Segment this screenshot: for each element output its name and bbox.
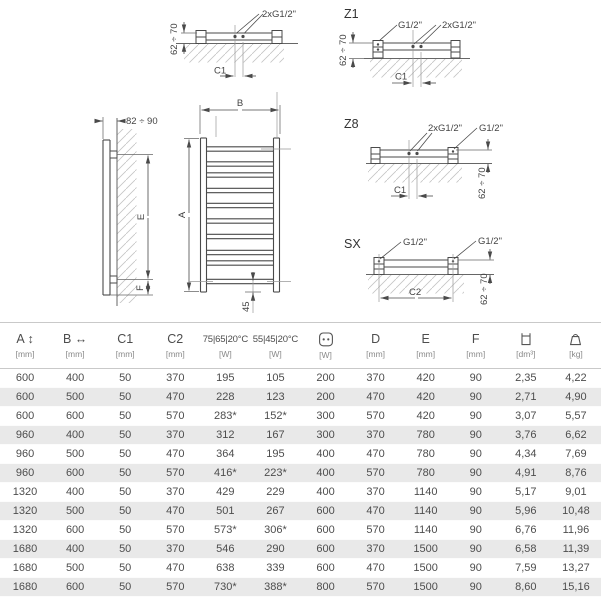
col-unit-water-volume: [dm³] bbox=[516, 349, 536, 359]
cell-e: 1500 bbox=[413, 581, 438, 593]
variant-title: SX bbox=[344, 237, 361, 251]
col-label-c2: C2 bbox=[167, 331, 184, 346]
col-label-a: A ↕ bbox=[16, 331, 34, 346]
col-unit-b: [mm] bbox=[65, 348, 85, 359]
col-unit-c1: [mm] bbox=[115, 348, 135, 359]
cell-power-75-65-20: 195 bbox=[216, 372, 235, 384]
cell-weight: 5,57 bbox=[565, 410, 587, 422]
cell-d: 570 bbox=[366, 524, 385, 536]
cell-power-electric: 200 bbox=[316, 372, 335, 384]
cell-power-electric: 400 bbox=[316, 486, 335, 498]
c1-dimension: C1 bbox=[394, 185, 407, 196]
cell-power-75-65-20: 312 bbox=[216, 429, 235, 441]
weight-icon-wrap bbox=[551, 332, 601, 346]
cell-c2: 370 bbox=[166, 543, 185, 555]
depth-dimension: 82 ÷ 90 bbox=[126, 116, 158, 127]
cell-power-75-65-20: 283* bbox=[214, 410, 237, 422]
col-header-power-75-65-20 bbox=[200, 323, 250, 369]
cell-c2: 370 bbox=[166, 372, 185, 384]
variant-title: Z8 bbox=[344, 117, 359, 131]
cell-power-55-45-20: 152* bbox=[264, 410, 287, 422]
col-header-power-55-45-20 bbox=[250, 323, 300, 369]
cell-f: 90 bbox=[469, 486, 482, 498]
cell-weight: 6,62 bbox=[565, 429, 587, 441]
cell-d: 570 bbox=[366, 410, 385, 422]
cell-power-75-65-20: 573* bbox=[214, 524, 237, 536]
col-unit-power-75-65-20: [W] bbox=[218, 348, 232, 359]
col-header-e bbox=[401, 323, 451, 369]
diagram-z1 bbox=[338, 7, 476, 87]
col-label-b: B ↔ bbox=[62, 331, 88, 346]
cell-water-volume: 2,35 bbox=[515, 372, 537, 384]
cell-power-55-45-20: 388* bbox=[264, 581, 287, 593]
radiator-body bbox=[201, 138, 280, 292]
cell-e: 1140 bbox=[413, 486, 438, 498]
cell-d: 470 bbox=[366, 505, 385, 517]
cell-a: 1320 bbox=[12, 524, 38, 536]
c1-dimension: C1 bbox=[214, 65, 227, 77]
spec-table bbox=[0, 322, 601, 597]
cell-power-55-45-20: 123 bbox=[266, 391, 285, 403]
cell-c1: 50 bbox=[119, 581, 132, 593]
cell-a: 600 bbox=[15, 372, 35, 384]
cell-c2: 570 bbox=[166, 524, 185, 536]
cell-b: 400 bbox=[65, 429, 85, 441]
cell-c2: 470 bbox=[166, 505, 185, 517]
cell-power-55-45-20: 229 bbox=[266, 486, 285, 498]
cell-weight: 7,69 bbox=[565, 448, 587, 460]
cell-e: 420 bbox=[416, 410, 435, 422]
cell-power-electric: 300 bbox=[316, 410, 335, 422]
cell-weight: 11,39 bbox=[562, 543, 590, 555]
cell-e: 1140 bbox=[413, 505, 438, 517]
col-header-weight bbox=[551, 323, 601, 369]
col-unit-e: [mm] bbox=[416, 348, 436, 359]
cell-b: 400 bbox=[65, 486, 85, 498]
cell-water-volume: 8,60 bbox=[515, 581, 537, 593]
cell-e: 780 bbox=[416, 467, 435, 479]
variant-title: Z1 bbox=[344, 7, 359, 21]
cell-d: 470 bbox=[366, 562, 385, 574]
cell-c2: 470 bbox=[166, 391, 185, 403]
table-row-12 bbox=[0, 578, 601, 597]
diagram-z8 bbox=[344, 117, 503, 199]
e-dimension: E bbox=[136, 213, 147, 221]
connection-label: G1/2" bbox=[403, 237, 427, 248]
cell-d: 570 bbox=[366, 581, 385, 593]
cell-weight: 13,27 bbox=[562, 562, 590, 574]
cell-c1: 50 bbox=[119, 372, 132, 384]
cell-power-75-65-20: 416* bbox=[214, 467, 237, 479]
cell-power-electric: 400 bbox=[316, 448, 335, 460]
cell-power-55-45-20: 306* bbox=[264, 524, 287, 536]
cell-d: 370 bbox=[366, 372, 385, 384]
cell-water-volume: 3,76 bbox=[515, 429, 537, 441]
cell-a: 1680 bbox=[12, 543, 38, 555]
cell-weight: 11,96 bbox=[562, 524, 590, 536]
col-unit-a: [mm] bbox=[15, 348, 35, 359]
cell-weight: 8,76 bbox=[565, 467, 587, 479]
connection-label: G1/2" bbox=[398, 20, 422, 31]
col-unit-power-55-45-20: [W] bbox=[269, 348, 282, 359]
cell-b: 400 bbox=[65, 543, 85, 555]
col-header-f bbox=[451, 323, 501, 369]
col-label-f: F bbox=[471, 331, 480, 346]
cell-b: 500 bbox=[65, 505, 85, 517]
cell-a: 600 bbox=[15, 410, 35, 422]
cell-weight: 4,22 bbox=[565, 372, 587, 384]
offset-dimension: 62 ÷ 70 bbox=[477, 167, 488, 199]
cell-b: 500 bbox=[65, 448, 85, 460]
col-unit-c2: [mm] bbox=[165, 348, 185, 359]
table-row-3 bbox=[0, 407, 601, 426]
electric-socket-icon bbox=[318, 332, 334, 347]
cell-power-75-65-20: 501 bbox=[216, 505, 235, 517]
connection-label: 2xG1/2" bbox=[262, 9, 297, 20]
cell-c2: 570 bbox=[166, 410, 185, 422]
cell-water-volume: 7,59 bbox=[515, 562, 537, 574]
cell-f: 90 bbox=[469, 562, 482, 574]
table-row-8 bbox=[0, 502, 601, 521]
offset-dimension: 62 ÷ 70 bbox=[479, 273, 490, 305]
cell-power-75-65-20: 429 bbox=[216, 486, 235, 498]
col-unit-weight: [kg] bbox=[569, 349, 583, 359]
diagram-side-view bbox=[95, 116, 158, 306]
cell-f: 90 bbox=[469, 543, 482, 555]
cell-e: 1500 bbox=[413, 543, 438, 555]
cell-e: 780 bbox=[416, 448, 435, 460]
cell-c1: 50 bbox=[119, 562, 132, 574]
cell-power-75-65-20: 364 bbox=[216, 448, 235, 460]
cell-power-electric: 600 bbox=[316, 505, 335, 517]
cell-a: 1680 bbox=[12, 581, 38, 593]
col-header-c1 bbox=[100, 323, 150, 369]
cell-power-55-45-20: 195 bbox=[266, 448, 285, 460]
connection-label: 2xG1/2" bbox=[428, 123, 463, 134]
cell-power-electric: 200 bbox=[316, 391, 335, 403]
cell-c1: 50 bbox=[119, 429, 132, 441]
cell-c1: 50 bbox=[119, 448, 132, 460]
col-label-power-55-45-20: 55|45|20°C bbox=[252, 333, 299, 345]
cell-d: 370 bbox=[366, 543, 385, 555]
a-dimension: A bbox=[177, 211, 188, 219]
water-volume-icon bbox=[519, 332, 533, 346]
cell-water-volume: 2,71 bbox=[515, 391, 537, 403]
table-row-6 bbox=[0, 464, 601, 483]
cell-power-55-45-20: 339 bbox=[266, 562, 285, 574]
table-row-10 bbox=[0, 540, 601, 559]
cell-b: 600 bbox=[65, 467, 85, 479]
col-unit-f: [mm] bbox=[466, 348, 486, 359]
cell-c1: 50 bbox=[119, 410, 132, 422]
col-unit-d: [mm] bbox=[366, 348, 386, 359]
cell-power-electric: 600 bbox=[316, 562, 335, 574]
bottom-offset-dimension: 45 bbox=[241, 301, 252, 312]
cell-water-volume: 5,17 bbox=[515, 486, 537, 498]
cell-a: 1320 bbox=[12, 505, 38, 517]
table-row-9 bbox=[0, 521, 601, 540]
cell-d: 470 bbox=[366, 448, 385, 460]
b-dimension: B bbox=[236, 98, 244, 109]
cell-b: 600 bbox=[65, 410, 85, 422]
offset-dimension: 62 ÷ 70 bbox=[169, 23, 180, 55]
c2-dimension: C2 bbox=[409, 287, 422, 298]
cell-water-volume: 3,07 bbox=[515, 410, 537, 422]
cell-c1: 50 bbox=[119, 505, 132, 517]
col-label-e: E bbox=[421, 331, 430, 346]
cell-c2: 470 bbox=[166, 448, 185, 460]
cell-c2: 570 bbox=[166, 467, 185, 479]
cell-a: 960 bbox=[15, 448, 35, 460]
cell-d: 570 bbox=[366, 467, 385, 479]
connection-label: G1/2" bbox=[479, 123, 503, 134]
cell-water-volume: 5,96 bbox=[515, 505, 537, 517]
cell-b: 400 bbox=[65, 372, 85, 384]
cell-f: 90 bbox=[469, 448, 482, 460]
cell-f: 90 bbox=[469, 467, 482, 479]
cell-d: 370 bbox=[366, 486, 385, 498]
cell-a: 600 bbox=[15, 391, 35, 403]
cell-f: 90 bbox=[469, 429, 482, 441]
cell-c2: 570 bbox=[166, 581, 185, 593]
table-row-7 bbox=[0, 483, 601, 502]
cell-d: 470 bbox=[366, 391, 385, 403]
col-header-power-electric bbox=[300, 323, 350, 369]
cell-d: 370 bbox=[366, 429, 385, 441]
cell-power-75-65-20: 546 bbox=[216, 543, 235, 555]
col-header-a bbox=[0, 323, 50, 369]
cell-b: 500 bbox=[65, 391, 85, 403]
cell-power-75-65-20: 228 bbox=[216, 391, 235, 403]
cell-a: 1680 bbox=[12, 562, 38, 574]
weight-icon bbox=[568, 332, 583, 346]
cell-power-55-45-20: 267 bbox=[266, 505, 285, 517]
cell-c2: 470 bbox=[166, 562, 185, 574]
cell-c2: 370 bbox=[166, 486, 185, 498]
diagram-sx bbox=[344, 236, 502, 305]
col-label-d: D bbox=[371, 331, 381, 346]
cell-water-volume: 6,76 bbox=[515, 524, 537, 536]
cell-a: 1320 bbox=[12, 486, 38, 498]
cell-power-electric: 600 bbox=[316, 524, 335, 536]
cell-e: 420 bbox=[416, 391, 435, 403]
cell-water-volume: 6,58 bbox=[515, 543, 537, 555]
col-header-b bbox=[50, 323, 100, 369]
cell-c1: 50 bbox=[119, 486, 132, 498]
connection-label: G1/2" bbox=[478, 236, 502, 247]
cell-weight: 15,16 bbox=[562, 581, 590, 593]
cell-water-volume: 4,34 bbox=[515, 448, 537, 460]
cell-power-55-45-20: 167 bbox=[266, 429, 285, 441]
cell-a: 960 bbox=[15, 429, 35, 441]
cell-f: 90 bbox=[469, 410, 482, 422]
table-row-2 bbox=[0, 388, 601, 407]
cell-power-electric: 400 bbox=[316, 467, 335, 479]
cell-power-75-65-20: 730* bbox=[214, 581, 237, 593]
cell-power-75-65-20: 638 bbox=[216, 562, 235, 574]
water-volume-icon-wrap bbox=[501, 332, 551, 346]
cell-power-55-45-20: 223* bbox=[264, 467, 287, 479]
cell-e: 1140 bbox=[413, 524, 438, 536]
col-header-d bbox=[351, 323, 401, 369]
electric-socket-icon-wrap bbox=[300, 332, 350, 347]
diagram-top-view bbox=[169, 9, 298, 77]
cell-e: 1500 bbox=[413, 562, 438, 574]
table-row-4 bbox=[0, 426, 601, 445]
cell-c2: 370 bbox=[166, 429, 185, 441]
cell-f: 90 bbox=[469, 524, 482, 536]
cell-power-55-45-20: 105 bbox=[266, 372, 285, 384]
cell-c1: 50 bbox=[119, 391, 132, 403]
cell-f: 90 bbox=[469, 372, 482, 384]
spec-table-header-row bbox=[0, 323, 601, 369]
cell-f: 90 bbox=[469, 581, 482, 593]
cell-c1: 50 bbox=[119, 543, 132, 555]
connection-label: 2xG1/2" bbox=[442, 20, 477, 31]
cell-power-electric: 600 bbox=[316, 543, 335, 555]
cell-water-volume: 4,91 bbox=[515, 467, 537, 479]
cell-e: 780 bbox=[416, 429, 435, 441]
cell-f: 90 bbox=[469, 505, 482, 517]
col-header-water-volume bbox=[501, 323, 551, 369]
col-label-c1: C1 bbox=[117, 331, 134, 346]
cell-a: 960 bbox=[15, 467, 35, 479]
cell-weight: 9,01 bbox=[565, 486, 587, 498]
table-row-1 bbox=[0, 369, 601, 388]
cell-power-electric: 800 bbox=[316, 581, 335, 593]
cell-c1: 50 bbox=[119, 524, 132, 536]
table-row-5 bbox=[0, 445, 601, 464]
col-label-power-75-65-20: 75|65|20°C bbox=[202, 333, 248, 345]
offset-dimension: 62 ÷ 70 bbox=[338, 34, 349, 66]
f-dimension: F bbox=[135, 285, 146, 291]
cell-power-55-45-20: 290 bbox=[266, 543, 285, 555]
cell-weight: 10,48 bbox=[562, 505, 590, 517]
cell-b: 500 bbox=[65, 562, 85, 574]
table-row-11 bbox=[0, 559, 601, 578]
cell-e: 420 bbox=[416, 372, 435, 384]
cell-power-electric: 300 bbox=[316, 429, 335, 441]
diagram-front-view bbox=[177, 92, 291, 313]
spec-table-body bbox=[0, 369, 601, 597]
cell-c1: 50 bbox=[119, 467, 132, 479]
c1-dimension: C1 bbox=[395, 71, 408, 83]
col-header-c2 bbox=[150, 323, 200, 369]
cell-b: 600 bbox=[65, 581, 85, 593]
cell-weight: 4,90 bbox=[565, 391, 587, 403]
cell-f: 90 bbox=[469, 391, 482, 403]
cell-b: 600 bbox=[65, 524, 85, 536]
spec-table-head bbox=[0, 323, 601, 369]
col-unit-power-electric: [W] bbox=[319, 349, 332, 360]
